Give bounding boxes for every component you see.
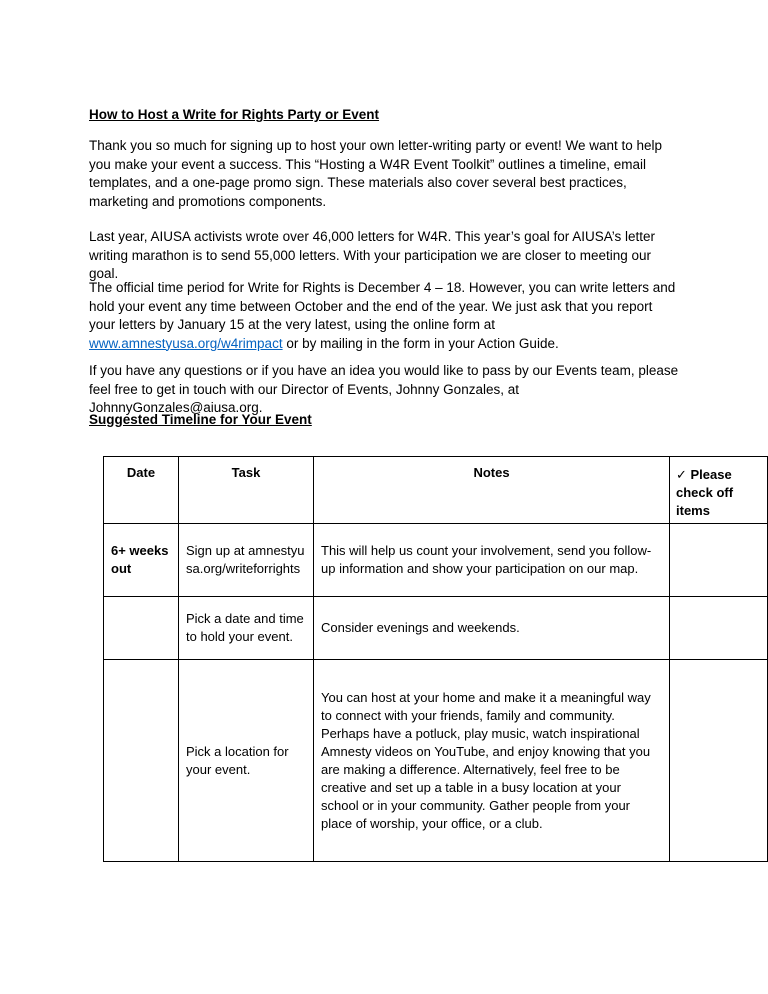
intro-paragraph: Thank you so much for signing up to host your own letter-writing party or event! We want to help you make your event a success. This “Hosting a W4R Event Toolkit” outlines a timeline, email templates, and a one-page promo sign. These materials also cover several best practices, marketing and promotions components.	[89, 138, 663, 209]
row-checkbox-cell[interactable]	[670, 597, 768, 660]
header-check: ✓ Please check off items	[676, 467, 734, 518]
time-period-paragraph	[89, 279, 681, 353]
row-notes-cell	[314, 597, 670, 660]
document-title: How to Host a Write for Rights Party or Event	[89, 107, 380, 122]
row-date-cell	[104, 597, 179, 660]
row-notes: You can host at your home and make it a meaningful way to connect with your friends, family and community. Perhaps have a potluck, play music, watch inspirational Amnesty videos on YouTube, and enjoy knowing that you are making a difference. Alternatively, feel free to be creative and set up a table in a busy location at your school or in your community. Gather people from your place of worship, your office, or a club.	[321, 689, 651, 831]
table-row	[104, 524, 768, 597]
row-date-cell	[104, 524, 179, 597]
row-task: Pick a date and time to hold your event.	[186, 611, 304, 644]
contact-paragraph: If you have any questions or if you have an idea you would like to pass by our Events team, please feel free to get in touch with our Director of Events, Johnny Gonzales, at JohnnyGonzales@aiusa.org.	[89, 363, 679, 415]
row-notes: Consider evenings and weekends.	[321, 620, 520, 635]
goal-paragraph: Last year, AIUSA activists wrote over 46,000 letters for W4R. This year’s goal for AIUSA’s letter writing marathon is to send 55,000 letters. With your participation we are closer to meeting our goal.	[89, 229, 655, 281]
row-checkbox-cell[interactable]	[670, 524, 768, 597]
row-date-cell	[104, 660, 179, 862]
header-notes: Notes	[473, 465, 510, 480]
table-row	[104, 660, 768, 862]
timeline-heading: Suggested Timeline for Your Event	[89, 412, 312, 427]
row-date	[104, 621, 178, 635]
row-task: Pick a location for your event.	[186, 743, 289, 777]
row-date: 6+ weeks out	[111, 543, 169, 576]
time-period-text: The official time period for Write for Rights is December 4 – 18. However, you can write letters and hold your event any time between October and the end of the year. We just ask that you report your letters by January 15 at the very latest, using the online form at	[89, 280, 676, 332]
time-period-text-end: or by mailing in the form in your Action Guide.	[282, 335, 559, 351]
row-task-cell	[179, 597, 314, 660]
row-task-cell	[179, 524, 314, 597]
table-header-row	[104, 457, 768, 524]
table-row	[104, 597, 768, 660]
timeline-table	[103, 456, 768, 862]
w4rimpact-link[interactable]: www.amnestyusa.org/w4rimpact	[89, 335, 283, 351]
header-task: Task	[231, 465, 261, 480]
header-date-cell	[104, 457, 179, 524]
header-task-cell	[179, 457, 314, 524]
row-notes: This will help us count your involvement, send you follow-up information and show your participation on our map.	[321, 543, 652, 576]
row-notes-cell	[314, 524, 670, 597]
row-notes-cell	[314, 660, 670, 862]
row-task-cell	[179, 660, 314, 862]
row-checkbox-cell[interactable]	[670, 660, 768, 862]
row-task: Sign up at amnestyusa.org/writeforrights	[186, 543, 305, 576]
header-notes-cell	[314, 457, 670, 524]
row-date	[104, 754, 178, 768]
header-date: Date	[126, 465, 156, 480]
